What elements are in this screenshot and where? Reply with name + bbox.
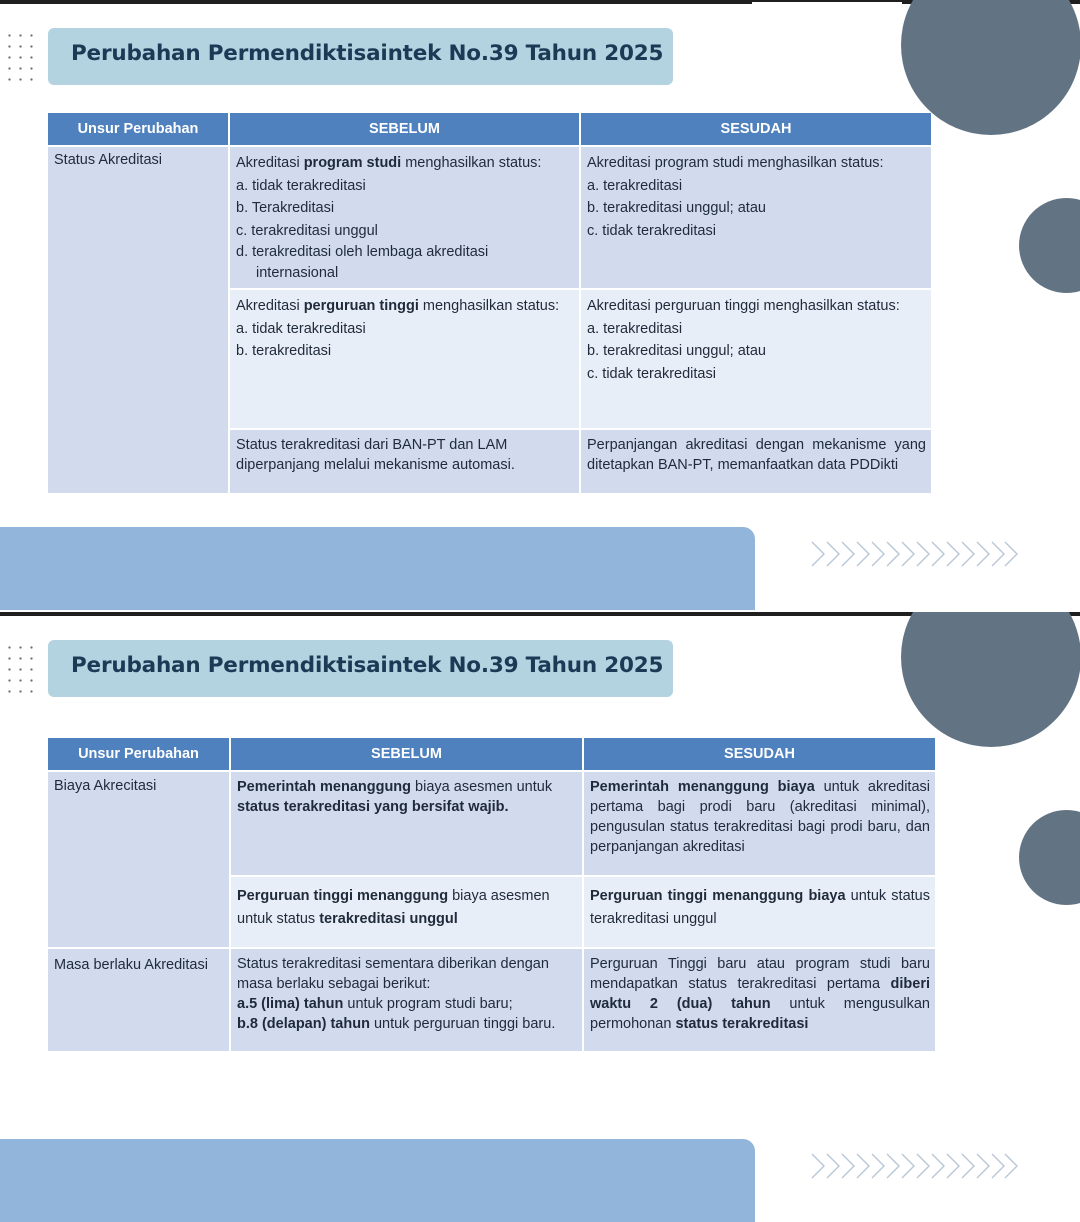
- row-label: Masa berlaku Akreditasi: [48, 948, 230, 1051]
- slide-2: [0, 612, 1080, 1222]
- list-item: b. terakreditasi unggul; atau: [587, 200, 766, 216]
- table-row: [48, 948, 935, 1051]
- list-item: a. tidak terakreditasi: [236, 177, 366, 194]
- list-item: a. terakreditasi: [587, 320, 683, 337]
- cell-sesudah: Perguruan Tinggi baru atau program studi baru mendapatkan status terakreditasi pertama diberi waktu 2 (dua) tahun untuk mengusulkan permohonan status terakreditasi: [583, 948, 935, 1051]
- status-list: [587, 175, 926, 243]
- page-title: Perubahan Permendiktisaintek No.39 Tahun 2025: [71, 653, 664, 678]
- status-list: [236, 175, 574, 285]
- dot-grid-decoration-icon: [4, 30, 40, 85]
- bottom-bar: [0, 1139, 755, 1222]
- cell-intro: Akreditasi perguruan tinggi menghasilkan status:: [587, 298, 900, 314]
- list-item: a. terakreditasi: [587, 177, 683, 194]
- decorative-circle-large: [901, 612, 1080, 747]
- table-header-row: [48, 738, 935, 771]
- dot-grid-decoration-icon: [4, 642, 40, 697]
- list-item: c. tidak terakreditasi: [587, 365, 716, 382]
- cell-sesudah: Perpanjangan akreditasi dengan mekanisme yang ditetapkan BAN-PT, memanfaatkan data PDDikti: [580, 429, 931, 493]
- page-title: Perubahan Permendiktisaintek No.39 Tahun 2025: [71, 41, 664, 66]
- cell-sebelum: Perguruan tinggi menanggung biaya asesmen untuk status terakreditasi unggul: [230, 876, 583, 948]
- title-banner: [48, 28, 673, 85]
- cell-sesudah: Perguruan tinggi menanggung biaya untuk status terakreditasi unggul: [583, 876, 935, 948]
- header-unsur: Unsur Perubahan: [48, 738, 230, 771]
- slide-1: [0, 0, 1080, 610]
- list-item: d. terakreditasi oleh lembaga akreditasi internasional: [236, 244, 489, 281]
- decorative-circle-small: [1019, 810, 1080, 905]
- cell-sesudah: Pemerintah menanggung biaya untuk akreditasi pertama bagi prodi baru (akreditasi minimal), pengusulan status terakreditasi bagi prodi baru, dan perpanjangan akreditasi: [583, 771, 935, 876]
- list-item: b.8 (delapan) tahun untuk perguruan tinggi baru.: [237, 1016, 556, 1032]
- table-row: [48, 146, 931, 289]
- decorative-circle-small: [1019, 198, 1080, 293]
- chevron-arrows-decoration-icon: [810, 540, 1020, 568]
- cell-sesudah: [580, 146, 931, 289]
- row-label: Biaya Akrecitasi: [48, 771, 230, 948]
- cell-intro: Akreditasi program studi menghasilkan status:: [587, 155, 884, 171]
- header-sebelum: SEBELUM: [229, 113, 580, 146]
- cell-sesudah: [580, 289, 931, 429]
- list-item: c. tidak terakreditasi: [587, 222, 716, 239]
- title-banner: [48, 640, 673, 697]
- header-sesudah: SESUDAH: [583, 738, 935, 771]
- comparison-table: [48, 113, 931, 493]
- list-item: b. terakreditasi unggul; atau: [587, 343, 766, 359]
- cell-intro: Status terakreditasi sementara diberikan dengan masa berlaku sebagai berikut:: [237, 956, 549, 992]
- status-list: [236, 318, 574, 363]
- header-unsur: Unsur Perubahan: [48, 113, 229, 146]
- list-item: b. Terakreditasi: [236, 200, 335, 216]
- cell-sebelum: Status terakreditasi dari BAN-PT dan LAM diperpanjang melalui mekanisme automasi.: [229, 429, 580, 493]
- cell-sebelum: [229, 289, 580, 429]
- chevron-arrows-decoration-icon: [810, 1152, 1020, 1180]
- status-list: [587, 318, 926, 386]
- cell-intro: Akreditasi program studi menghasilkan status:: [236, 155, 542, 171]
- cell-sebelum: Pemerintah menanggung biaya asesmen untuk status terakreditasi yang bersifat wajib.: [230, 771, 583, 876]
- cell-sebelum: [229, 146, 580, 289]
- header-sesudah: SESUDAH: [580, 113, 931, 146]
- table-header-row: [48, 113, 931, 146]
- row-label: Status Akreditasi: [48, 146, 229, 493]
- list-item: c. terakreditasi unggul: [236, 222, 378, 239]
- cell-sebelum: [230, 948, 583, 1051]
- table-row: [48, 771, 935, 876]
- list-item: a. tidak terakreditasi: [236, 320, 366, 337]
- header-sebelum: SEBELUM: [230, 738, 583, 771]
- list-item: a.5 (lima) tahun untuk program studi baru;: [237, 996, 513, 1012]
- cell-intro: Akreditasi perguruan tinggi menghasilkan status:: [236, 298, 560, 314]
- bottom-bar: [0, 527, 755, 610]
- comparison-table: [48, 738, 935, 1051]
- list-item: b. terakreditasi: [236, 343, 332, 359]
